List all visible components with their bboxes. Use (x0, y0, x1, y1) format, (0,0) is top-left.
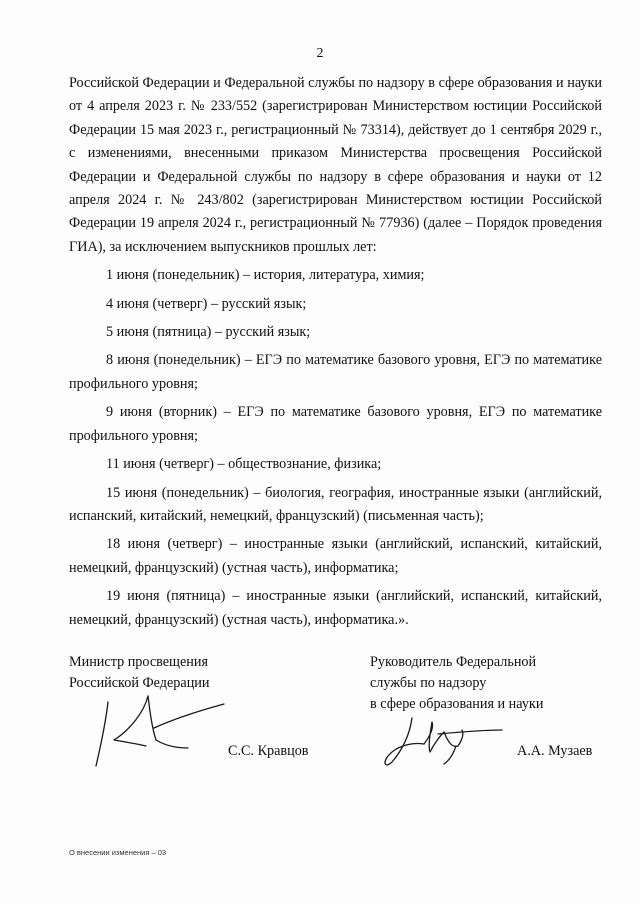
footer-reference: О внесении изменения – 03 (69, 848, 167, 857)
right-signer-title-line-1: Руководитель Федеральной (370, 654, 537, 670)
left-signer-title (69, 652, 209, 694)
schedule-item-june-9: 9 июня (вторник) – ЕГЭ по математике базового уровня, ЕГЭ по математике профильного уровня; (69, 404, 602, 444)
page-number: 2 (316, 46, 324, 61)
right-signer-title-line-3: в сфере образования и науки (370, 696, 544, 712)
left-signer-title-line-1: Министр просвещения (69, 654, 208, 670)
intro-paragraph: Российской Федерации и Федеральной службы по надзору в сфере образования и науки от 4 апреля 2023 г. № 233/552 (зарегистрирован Министерством юстиции Российской Федерации 15 мая 2023 г., регистрационный № 73314), действует до 1 сентября 2029 г., с изменениями, внесенными приказом Министерства просвещения Российской Федерации и Федеральной службы по надзору в сфере образования и науки от 12 апреля 2024 г. № 243/802 (зарегистрирован Министерством юстиции Российской Федерации 19 апреля 2024 г., регистрационный № 77936) (далее – Порядок проведения ГИА), за исключением выпускников прошлых лет: (69, 75, 602, 255)
right-signature-image (378, 712, 508, 782)
schedule-item-june-18: 18 июня (четверг) – иностранные языки (английский, испанский, китайский, немецкий, французский) (устная часть), информатика; (69, 536, 602, 576)
left-signer-title-line-2: Российской Федерации (69, 675, 210, 691)
schedule-item-june-5: 5 июня (пятница) – русский язык; (106, 324, 311, 341)
schedule-item-june-1: 1 июня (понедельник) – история, литература, химия; (106, 267, 425, 284)
schedule-item-june-4: 4 июня (четверг) – русский язык; (106, 295, 307, 312)
right-signer-name: А.А. Музаев (517, 743, 593, 759)
right-signer-title-line-2: службы по надзору (370, 675, 487, 691)
left-signer-name: С.С. Кравцов (228, 743, 309, 759)
schedule-item-june-8: 8 июня (понедельник) – ЕГЭ по математике базового уровня, ЕГЭ по математике профильного уровня; (69, 352, 602, 392)
document-body (69, 72, 602, 632)
schedule-item-june-15: 15 июня (понедельник) – биология, география, иностранные языки (английский, испанский, китайский, немецкий, французский) (письменная часть); (69, 484, 602, 524)
left-signature-image (86, 690, 236, 770)
schedule-item-june-11: 11 июня (четверг) – обществознание, физика; (106, 456, 382, 473)
right-signer-title (370, 652, 543, 715)
schedule-item-june-19: 19 июня (пятница) – иностранные языки (английский, испанский, китайский, немецкий, французский) (устная часть), информатика.». (69, 588, 602, 628)
